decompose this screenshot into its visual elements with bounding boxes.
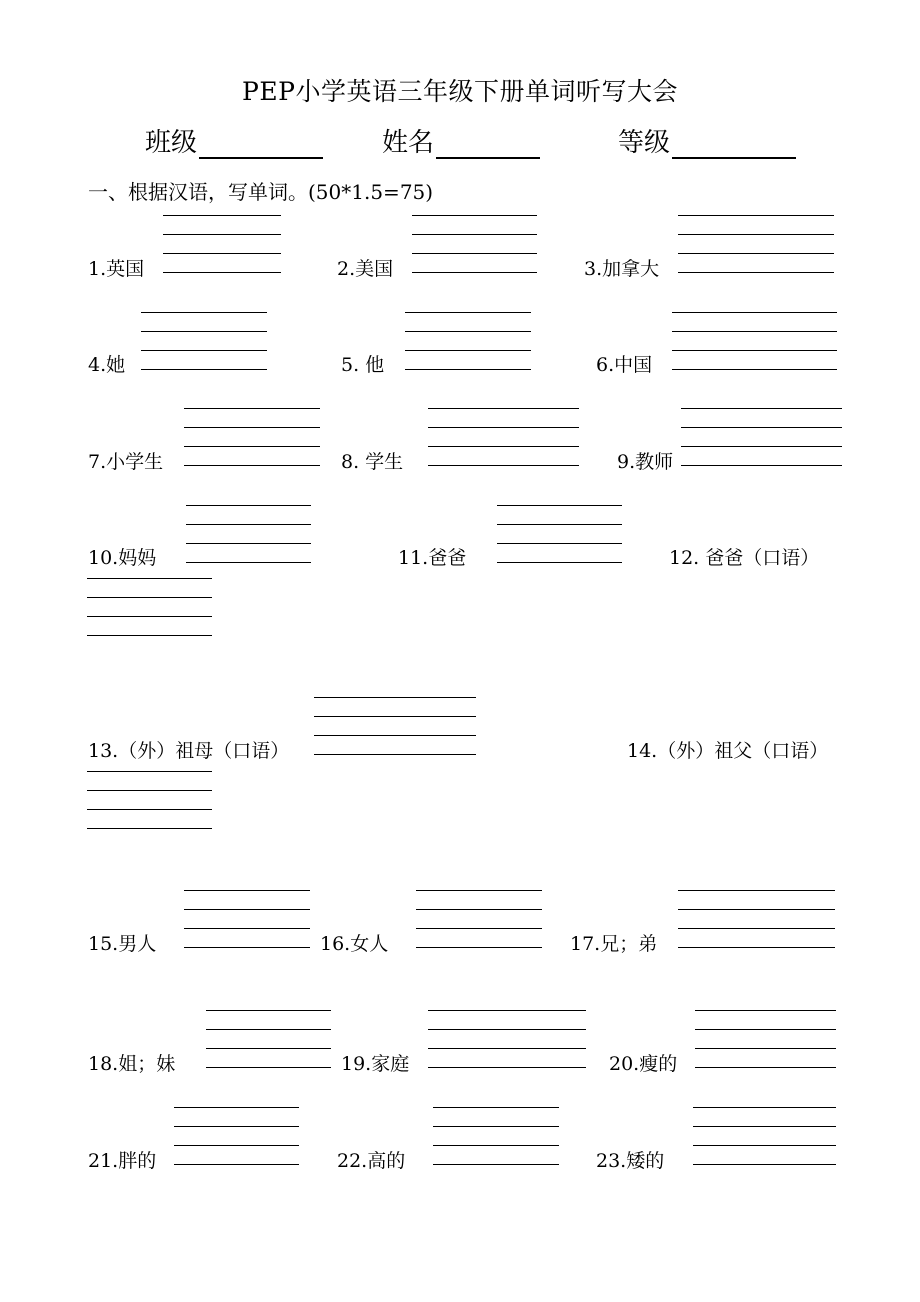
item-label: 17.兄；弟: [570, 933, 658, 955]
item-label: 16.女人: [320, 933, 389, 955]
item-label: 9.教师: [617, 451, 674, 473]
item-label: 10.妈妈: [88, 547, 157, 569]
item-label: 22.高的: [337, 1150, 406, 1172]
class-blank[interactable]: [199, 131, 323, 159]
item-label: 8. 学生: [341, 451, 404, 473]
section-heading: 一、根据汉语，写单词。(50*1.5=75): [88, 180, 434, 204]
item-label: 6.中国: [596, 354, 653, 376]
grade-label: 等级: [618, 128, 671, 158]
name-label: 姓名: [382, 128, 435, 158]
item-label: 11.爸爸: [398, 547, 467, 569]
item-label: 14.（外）祖父（口语）: [627, 740, 829, 762]
class-field: [145, 122, 323, 159]
item-label: 5. 他: [341, 354, 385, 376]
item-label: 12. 爸爸（口语）: [669, 547, 820, 569]
grade-blank[interactable]: [672, 131, 796, 159]
grade-field: [618, 122, 796, 159]
item-label: 7.小学生: [88, 451, 164, 473]
class-label: 班级: [145, 128, 198, 158]
item-label: 21.胖的: [88, 1150, 157, 1172]
item-label: 15.男人: [88, 933, 157, 955]
item-label: 23.矮的: [596, 1150, 665, 1172]
name-blank[interactable]: [436, 131, 540, 159]
item-label: 4.她: [88, 354, 126, 376]
item-label: 2.美国: [337, 258, 394, 280]
item-label: 20.瘦的: [609, 1053, 678, 1075]
item-label: 3.加拿大: [584, 258, 660, 280]
page-title: PEP小学英语三年级下册单词听写大会: [242, 77, 678, 106]
item-label: 1.英国: [88, 258, 145, 280]
item-label: 13.（外）祖母（口语）: [88, 740, 290, 762]
name-field: [382, 122, 540, 159]
item-label: 18.姐；妹: [88, 1053, 176, 1075]
item-label: 19.家庭: [341, 1053, 410, 1075]
